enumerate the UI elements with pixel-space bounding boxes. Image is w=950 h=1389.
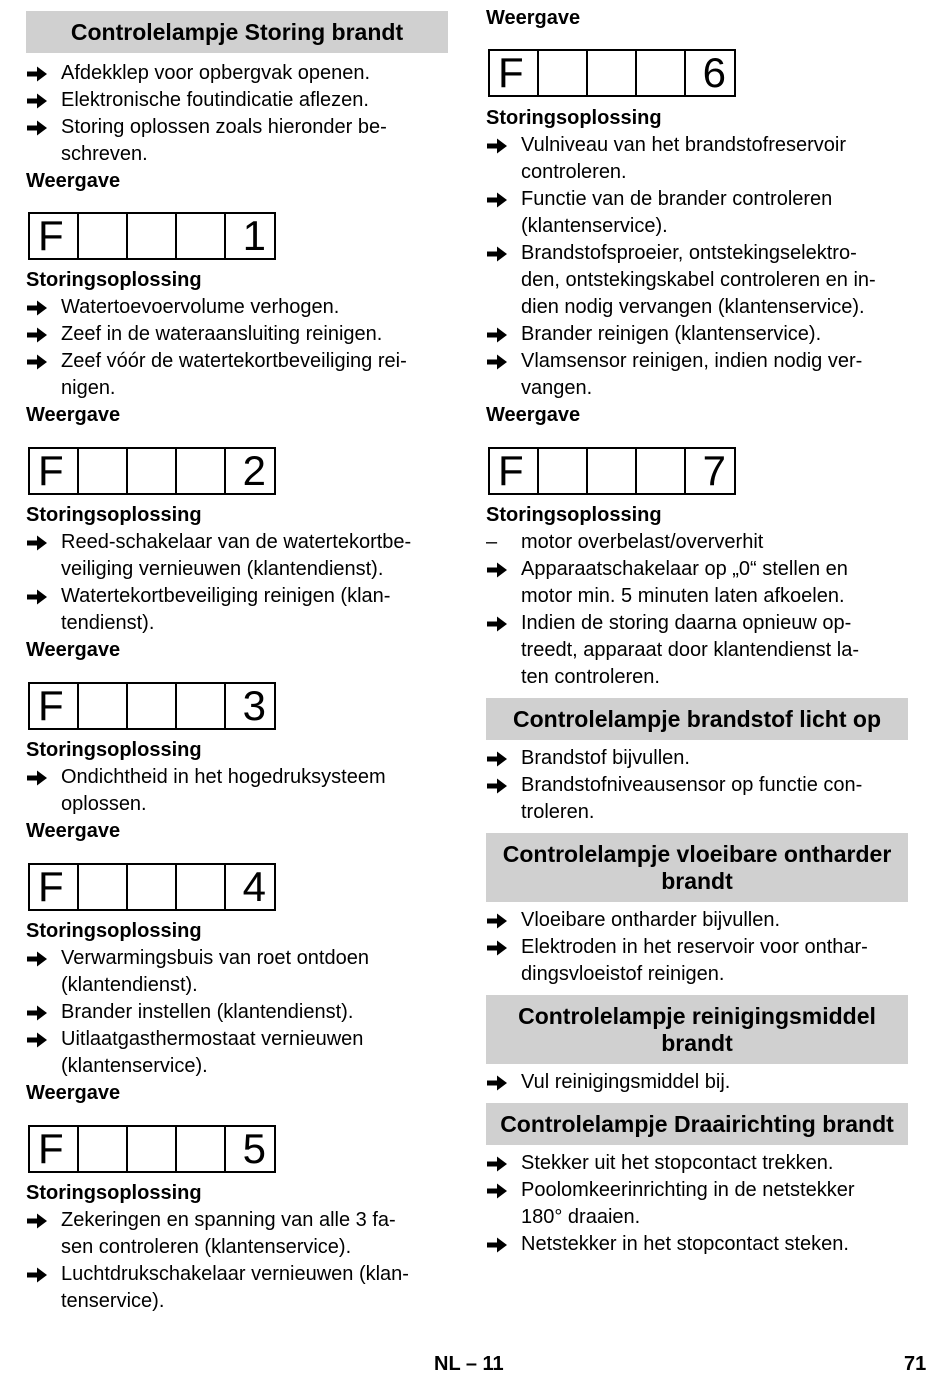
- display-cell: [128, 865, 177, 909]
- list-item: [26, 1207, 448, 1261]
- list-item: [486, 1150, 908, 1177]
- display-cell: F: [30, 214, 79, 258]
- text-line: (klantenservice).: [521, 215, 668, 237]
- display-cell: F: [30, 449, 79, 493]
- text-line: tendienst).: [61, 612, 155, 634]
- error-display-f6: [488, 49, 736, 97]
- list-item: [26, 348, 448, 402]
- text-line: Netstekker in het stopcontact steken.: [521, 1233, 849, 1255]
- text-line: Vlamsensor reinigen, indien nodig ver-: [521, 350, 863, 372]
- arrow-right-icon: [486, 556, 516, 583]
- text-line: oplossen.: [61, 793, 147, 815]
- text-line: Apparaatschakelaar op „0“ stellen en: [521, 558, 848, 580]
- display-cell: F: [490, 449, 539, 493]
- display-label: Weergave: [26, 404, 121, 426]
- text-line: ten controleren.: [521, 666, 660, 688]
- solution-label: Storingsoplossing: [26, 739, 202, 761]
- display-cell: [79, 865, 128, 909]
- error-display-f5: [28, 1125, 276, 1173]
- text-line: Watertekortbeveiliging reinigen (klan-: [61, 585, 391, 607]
- arrow-right-icon: [486, 772, 516, 799]
- text-line: Controlelampje brandstof licht op: [512, 705, 881, 732]
- text-line: Verwarmingsbuis van roet ontdoen: [61, 947, 369, 969]
- display-cell: [588, 449, 637, 493]
- text-line: (klantenservice).: [61, 1055, 208, 1077]
- text-line: Zeef vóór de watertekortbeveiliging rei-: [61, 350, 407, 372]
- display-cell: [588, 51, 637, 95]
- arrow-right-icon: [26, 1026, 56, 1053]
- arrow-right-icon: [26, 1207, 56, 1234]
- display-cell: F: [30, 865, 79, 909]
- text-line: Zeef in de wateraansluiting reinigen.: [61, 323, 383, 345]
- display-cell: [79, 449, 128, 493]
- text-line: Zekeringen en spanning van alle 3 fa-: [61, 1209, 396, 1231]
- text-line: Controlelampje Storing brandt: [70, 18, 404, 45]
- text-line: controleren.: [521, 161, 627, 183]
- text-line: vangen.: [521, 377, 593, 399]
- display-label: Weergave: [26, 1082, 121, 1104]
- arrow-right-icon: [486, 348, 516, 375]
- text-line: Brander reinigen (klantenservice).: [521, 323, 822, 345]
- text-line: Stekker uit het stopcontact trekken.: [521, 1152, 834, 1174]
- display-cell: [79, 684, 128, 728]
- display-cell: [79, 214, 128, 258]
- text-line: Brander instellen (klantendienst).: [61, 1001, 354, 1023]
- section-heading-rotation-lamp: [486, 1103, 908, 1145]
- text-line: Ondichtheid in het hogedruksysteem: [61, 766, 386, 788]
- arrow-right-icon: [26, 583, 56, 610]
- arrow-right-icon: [26, 945, 56, 972]
- list-item: [486, 907, 908, 934]
- text-line: Afdekklep voor opbergvak openen.: [61, 62, 371, 84]
- list-item: [486, 132, 908, 186]
- text-line: Watertoevoervolume verhogen.: [61, 296, 340, 318]
- arrow-right-icon: [486, 186, 516, 213]
- text-line: Controlelampje reinigingsmiddel: [518, 1002, 876, 1029]
- list-item: [486, 745, 908, 772]
- list-item: [486, 321, 908, 348]
- footer-section-code: NL – 11: [434, 1353, 504, 1375]
- display-cell: 2: [242, 447, 266, 494]
- list-item: [486, 934, 908, 988]
- display-cell: [128, 214, 177, 258]
- list-item: [486, 610, 908, 691]
- list-item: [26, 60, 448, 87]
- text-line: den, ontstekingskabel controleren en in-: [521, 269, 876, 291]
- display-cell: 7: [702, 447, 726, 494]
- section-heading-fault-lamp: [26, 11, 448, 53]
- solution-label: Storingsoplossing: [26, 269, 202, 291]
- text-line: Brandstof bijvullen.: [521, 747, 690, 769]
- dash-icon: –: [486, 531, 498, 553]
- text-line: dien nodig vervangen (klantenservice).: [521, 296, 865, 318]
- arrow-right-icon: [26, 87, 56, 114]
- text-line: Functie van de brander controleren: [521, 188, 833, 210]
- display-cell: [637, 51, 686, 95]
- text-line: brandt: [661, 1029, 733, 1056]
- section-heading-fuel-lamp: [486, 698, 908, 740]
- text-line: Reed-schakelaar van de watertekortbe-: [61, 531, 412, 553]
- text-line: Vul reinigingsmiddel bij.: [521, 1071, 731, 1093]
- display-cell: [128, 449, 177, 493]
- text-line: Controlelampje vloeibare ontharder: [502, 840, 892, 867]
- list-item: [26, 999, 448, 1026]
- arrow-right-icon: [26, 321, 56, 348]
- text-line: Indien de storing daarna opnieuw op-: [521, 612, 852, 634]
- text-line: motor overbelast/oververhit: [521, 531, 764, 553]
- display-cell: [177, 449, 226, 493]
- arrow-right-icon: [486, 321, 516, 348]
- list-item: [26, 87, 448, 114]
- display-cell: [539, 51, 588, 95]
- text-line: Vulniveau van het brandstofreservoir: [521, 134, 846, 156]
- display-cell: [177, 684, 226, 728]
- text-line: troleren.: [521, 801, 595, 823]
- list-item: [486, 772, 908, 826]
- arrow-right-icon: [486, 1231, 516, 1258]
- solution-label: Storingsoplossing: [26, 1182, 202, 1204]
- text-line: Controlelampje Draairichting brandt: [500, 1110, 894, 1137]
- text-line: dingsvloeistof reinigen.: [521, 963, 725, 985]
- arrow-right-icon: [486, 907, 516, 934]
- text-line: Elektroden in het reservoir voor onthar-: [521, 936, 868, 958]
- list-item: [486, 1177, 908, 1231]
- arrow-right-icon: [26, 294, 56, 321]
- list-item: [26, 294, 448, 321]
- display-cell: [177, 214, 226, 258]
- display-cell: [128, 1127, 177, 1171]
- text-line: Uitlaatgasthermostaat vernieuwen: [61, 1028, 364, 1050]
- arrow-right-icon: [26, 999, 56, 1026]
- page-number: 71: [904, 1353, 927, 1375]
- display-label: Weergave: [26, 170, 121, 192]
- text-line: motor min. 5 minuten laten afkoelen.: [521, 585, 845, 607]
- text-line: 180° draaien.: [521, 1206, 641, 1228]
- section-heading-softener-lamp: [486, 833, 908, 902]
- arrow-right-icon: [486, 132, 516, 159]
- text-line: nigen.: [61, 377, 116, 399]
- list-item: [486, 186, 908, 240]
- text-line: Brandstofsproeier, ontstekingselektro-: [521, 242, 857, 264]
- arrow-right-icon: [26, 764, 56, 791]
- list-item: [486, 348, 908, 402]
- arrow-right-icon: [26, 114, 56, 141]
- error-display-f1: [28, 212, 276, 260]
- arrow-right-icon: [486, 745, 516, 772]
- text-line: schreven.: [61, 143, 148, 165]
- arrow-right-icon: [486, 610, 516, 637]
- text-line: Storing oplossen zoals hieronder be-: [61, 116, 387, 138]
- list-item: [26, 1026, 448, 1080]
- arrow-right-icon: [26, 348, 56, 375]
- list-item: [486, 240, 908, 321]
- arrow-right-icon: [486, 1177, 516, 1204]
- arrow-right-icon: [486, 240, 516, 267]
- display-cell: [79, 1127, 128, 1171]
- display-cell: F: [490, 51, 539, 95]
- text-line: brandt: [661, 867, 733, 894]
- display-cell: 4: [242, 863, 266, 910]
- text-line: sen controleren (klantenservice).: [61, 1236, 352, 1258]
- display-cell: 6: [702, 49, 726, 96]
- text-line: Poolomkeerinrichting in de netstekker: [521, 1179, 855, 1201]
- list-item: [26, 321, 448, 348]
- text-line: Elektronische foutindicatie aflezen.: [61, 89, 369, 111]
- text-line: (klantendienst).: [61, 974, 198, 996]
- section-heading-detergent-lamp: [486, 995, 908, 1064]
- solution-label: Storingsoplossing: [26, 504, 202, 526]
- display-label: Weergave: [26, 639, 121, 661]
- list-item: [486, 1231, 908, 1258]
- error-display-f7: [488, 447, 736, 495]
- arrow-right-icon: [26, 1261, 56, 1288]
- display-cell: 3: [242, 682, 266, 729]
- error-display-f3: [28, 682, 276, 730]
- solution-label: Storingsoplossing: [26, 920, 202, 942]
- solution-label: Storingsoplossing: [486, 107, 662, 129]
- text-line: Luchtdrukschakelaar vernieuwen (klan-: [61, 1263, 409, 1285]
- arrow-right-icon: [26, 529, 56, 556]
- error-display-f4: [28, 863, 276, 911]
- display-cell: F: [30, 684, 79, 728]
- display-cell: [637, 449, 686, 493]
- text-line: veiliging vernieuwen (klantendienst).: [61, 558, 384, 580]
- display-cell: F: [30, 1127, 79, 1171]
- list-item: [486, 1069, 908, 1096]
- list-item-dash: [486, 529, 908, 556]
- text-line: Vloeibare ontharder bijvullen.: [521, 909, 781, 931]
- list-item: [486, 556, 908, 610]
- arrow-right-icon: [26, 60, 56, 87]
- list-item: [26, 764, 448, 818]
- list-item: [26, 114, 448, 168]
- display-cell: [177, 865, 226, 909]
- text-line: tenservice).: [61, 1290, 165, 1312]
- arrow-right-icon: [486, 1150, 516, 1177]
- display-cell: [128, 684, 177, 728]
- display-cell: 5: [242, 1125, 266, 1172]
- list-item: [26, 945, 448, 999]
- display-cell: [539, 449, 588, 493]
- solution-label: Storingsoplossing: [486, 504, 662, 526]
- list-item: [26, 529, 448, 583]
- list-item: [26, 583, 448, 637]
- display-label: Weergave: [26, 820, 121, 842]
- arrow-right-icon: [486, 1069, 516, 1096]
- text-line: Brandstofniveausensor op functie con-: [521, 774, 863, 796]
- text-line: treedt, apparaat door klantendienst la-: [521, 639, 859, 661]
- display-cell: [177, 1127, 226, 1171]
- display-label: Weergave: [486, 404, 581, 426]
- display-cell: 1: [242, 212, 266, 259]
- arrow-right-icon: [486, 934, 516, 961]
- display-label: Weergave: [486, 7, 581, 29]
- list-item: [26, 1261, 448, 1315]
- error-display-f2: [28, 447, 276, 495]
